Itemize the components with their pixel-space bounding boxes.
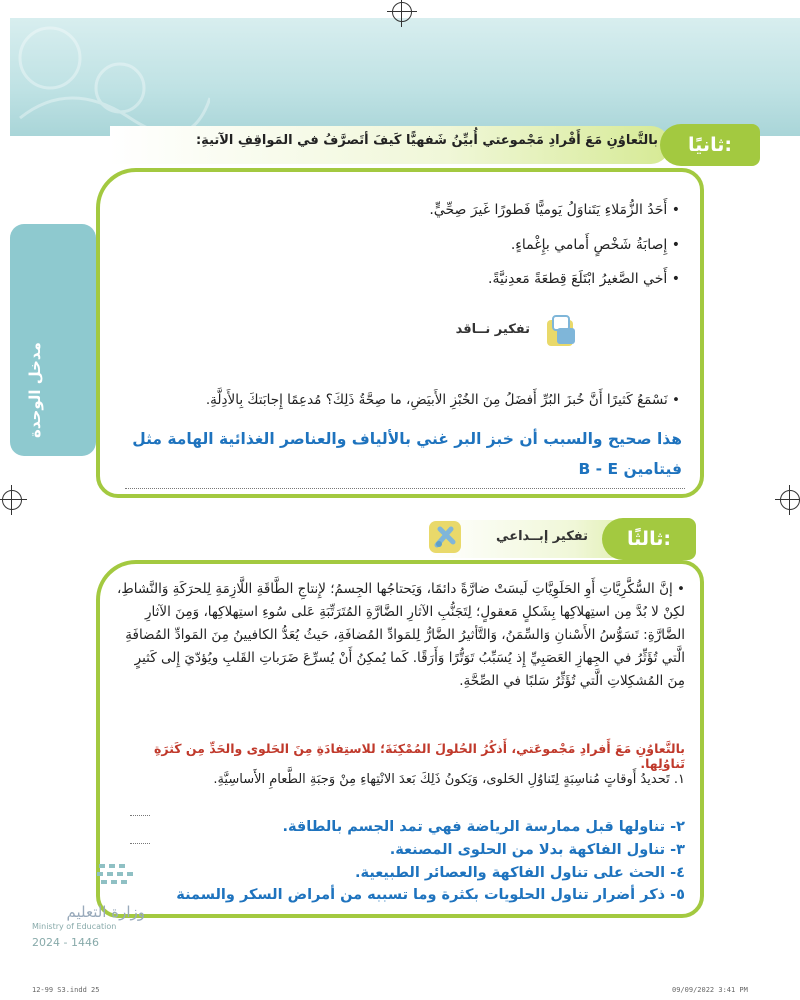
edition-year: 2024 - 1446 (32, 936, 99, 949)
section3-answer-4: ٤- الحث على تناول الفاكهة والعصائر الطبيعية. (355, 865, 685, 881)
creative-thinking-icon (428, 520, 462, 554)
section2-badge: ثانيًا: (660, 124, 760, 166)
unit-sidebar-label: مدخل الوحدة (26, 342, 44, 438)
section2-title: بالتَّعاوُنِ مَعَ أَفْرادِ مَجْموعتي أُبيِّنُ شَفهيًّا كَيفَ أتَصرَّفُ في المَواقِفِ الآتيةِ: (195, 133, 658, 148)
section3-paragraph: • إنَّ السُّكَّرِيَّاتِ أَوِ الحَلَوِيَّاتِ لَيسَتْ ضارَّةً دائمًا، وَيَحتاجُها الجِسمُ؛ لإِنتاجِ الطَّاقَةِ اللَّازِمَةِ لِلحرَكَةِ وَالنَّشاطِ، لكِنْ لا بُدَّ مِن استِهلاكِها بِشَكلٍ مَعقولٍ؛ لِتَجَنُّبِ الآثارِ الضَّارَّةِ المُتَرَتِّبَةِ عَلى سُوءِ استِهلاكِها، وَمِنَ الآثارِ الضَّارَّةِ: تَسَوُّسُ الأَسْنانِ وَالسِّمَنُ، وَالتَّأثيرُ الضَّارُّ لِلمَوادِّ المُضافَةِ، حَيثُ يُعَدُّ الكافيينُ مِنَ المَوادِّ المُضافَةِ الَّتي تُؤَثِّرُ في الجِهازِ العَصَبِيِّ إِذ يُسَبِّبُ تَوَتُّرًا وَأَرَقًا. كَما يُمكِنُ أَنْ يُسرِّعَ ضَرَباتِ القَلبِ ويُؤدّيَ إِلى كَثيرٍ مِنَ المُشكِلاتِ الَّتي تُؤَثِّرُ سَلبًا في الصِّحَّةِ. (116, 581, 685, 689)
section3-answer-2: ٢- تناولها قبل ممارسة الرياضة فهي تمد الجسم بالطاقة. (282, 819, 685, 835)
puzzle-icon (545, 314, 579, 348)
section3-answer-5: ٥- ذكر أضرار تناول الحلويات بكثرة وما تسببه من أمراض السكر والسمنة (176, 887, 685, 903)
footer-file: 12-99 S3.indd 25 (32, 986, 100, 994)
header-pattern (10, 18, 210, 136)
dotted-line-1 (130, 815, 150, 816)
section3-badge: ثالثًا: (602, 518, 696, 560)
section3-instruction: بالتَّعاوُنِ مَعَ أَفرادِ مَجْموعَتي، أَذكُرُ الحُلولَ المُمْكِنَةَ؛ للاستِفادَةِ مِنَ الحَلوى والحَدِّ مِن كَثرَةِ تَناوُلِها. (154, 741, 685, 771)
section3-answer-3: ٣- تناول الفاكهة بدلا من الحلوى المصنعة. (389, 842, 685, 858)
section2-item-3: • أَخي الصَّغيرُ ابْتَلَعَ قِطعَةً مَعدِنيَّةً. (488, 271, 680, 287)
ministry-name: وزارة التعليم (66, 903, 145, 921)
section3-point-1: ١. تَحديدُ أَوقاتٍ مُناسِبَةٍ لِتَناوُلِ الحَلوى، وَيَكونُ ذَلِكَ بَعدَ الانْتِهاءِ مِنْ وَجبَةِ الطَّعامِ الأَساسِيَّةِ. (213, 772, 685, 787)
section2-item-2: • إِصابَةُ شَخْصٍ أَمامي بإِغْماءٍ. (510, 237, 680, 253)
registration-mark-right (780, 490, 800, 510)
critical-question: • نَسْمَعُ كَثيرًا أَنَّ خُبزَ البُرِّ أَفضَلُ مِنَ الخُبْزِ الأَبيَضِ، ما صِحَّةُ ذَلِكَ؟ مُدعِمًا إِجابَتكَ بِالأَدِلَّةِ. (205, 392, 680, 408)
footer-date: 09/09/2022 3:41 PM (672, 986, 748, 994)
dotted-line-2 (130, 843, 150, 844)
critical-answer-line-2: فيتامين B - E (578, 460, 682, 478)
critical-thinking-label: تفكير نــاقد (455, 322, 530, 337)
section2-item-1: • أَحَدُ الزُّمَلاءِ يَتَناوَلُ يَوميًّا فَطورًا غَيرَ صِحِّيٍّ. (429, 202, 680, 218)
registration-mark-left (2, 490, 22, 510)
registration-mark-top (392, 2, 412, 22)
answer-dotted-line (125, 488, 685, 489)
critical-answer-line-1: هذا صحيح والسبب أن خبز البر غني بالألياف والعناصر الغذائية الهامة مثل (132, 430, 682, 448)
ministry-logo-icon (95, 858, 143, 898)
ministry-english: Ministry of Education (32, 922, 117, 931)
section3-title: تفكير إبــداعي (496, 529, 588, 544)
